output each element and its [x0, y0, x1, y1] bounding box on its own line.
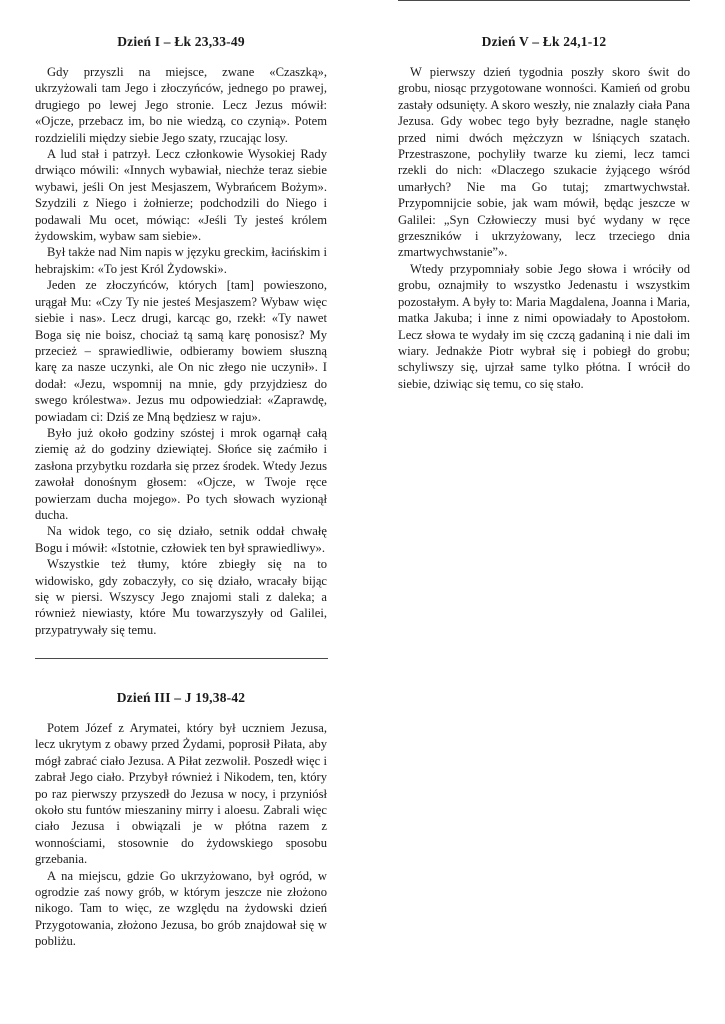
top-right-rule	[398, 0, 690, 1]
paragraph: Na widok tego, co się działo, setnik oddał chwałę Bogu i mówił: «Istotnie, człowiek ten był sprawiedliwy».	[35, 524, 327, 555]
paragraph: A lud stał i patrzył. Lecz członkowie Wysokiej Rady drwiąco mówili: «Innych wybawiał, niechże teraz siebie wybawi, jeśli On jest Mesjaszem, Wybrańcem Bożym». Szydzili z Niego i żołnierze; podchodzili do Niego i podawali Mu ocet, mówiąc: «Jeśli Ty jesteś królem żydowskim, wybaw sam siebie».	[35, 147, 327, 244]
paragraph: Było już około godziny szóstej i mrok ogarnął całą ziemię aż do godziny dziewiątej. Słońce się zaćmiło i zasłona przybytku rozdarła się przez środek. Wtedy Jezus zawołał donośnym głosem: «Ojcze, w Twoje ręce powierzam ducha mojego». Po tych słowach wyzionął ducha.	[35, 425, 327, 522]
paragraph: A na miejscu, gdzie Go ukrzyżowano, był ogród, w ogrodzie zaś nowy grób, w którym jeszcze nie złożono nikogo. Tam to więc, ze względu na żydowski dzień Przygotowania, złożono Jezusa, bo grób znajdował się w pobliżu.	[35, 868, 327, 949]
paragraph: W pierwszy dzień tygodnia poszły skoro świt do grobu, niosąc przygotowane wonności. Kamień od grobu zastały odsunięty. A skoro weszły, nie znalazły ciała Pana Jezusa. Gdy wobec tego były bezradne, nagle stanęło przed nimi dwóch mężczyzn w lśniących szatach. Przestraszone, pochyliły twarze ku ziemi, lecz tamci rzekli do nich: «Dlaczego szukacie żyjącego wśród umarłych? Nie ma Go tutaj; zmartwychwstał. Przypomnijcie sobie, jak wam mówił, będąc jeszcze w Galilei: „Syn Człowieczy musi być wydany w ręce grzeszników i ukrzyżowany, lecz trzeciego dnia zmartwychwstanie”».	[398, 65, 690, 260]
paragraph: Wtedy przypomniały sobie Jego słowa i wróciły od grobu, oznajmiły to wszystko Jedenastu i wszystkim pozostałym. A były to: Maria Magdalena, Joanna i Maria, matka Jakuba; i inne z nimi opowiadały to Apostołom. Lecz słowa te wydały im się czczą gadaniną i nie dali im wiary. Jednakże Piotr wybrał się i pobiegł do grobu; schyliwszy się, ujrzał same tylko płótna. I wrócił do siebie, dziwiąc się temu, co się stało.	[398, 261, 690, 391]
section-heading: Dzień V – Łk 24,1-12	[481, 34, 607, 49]
paragraph: Gdy przyszli na miejsce, zwane «Czaszką», ukrzyżowali tam Jego i złoczyńców, jednego po prawej, drugiego po lewej Jego stronie. Lecz Jezus mówił: «Ojcze, przebacz im, bo nie wiedzą, co czynią». Potem rozdzielili między siebie Jego szaty, rzucając losy.	[35, 65, 327, 145]
paragraph: Wszystkie też tłumy, które zbiegły się na to widowisko, gdy zobaczyły, co się działo, wracały bijąc się w piersi. Wszyscy Jego znajomi stali z daleka; a również niewiasty, które Mu towarzyszyły od Galilei, przypatrywały się temu.	[35, 557, 327, 637]
section-day-3	[35, 690, 327, 950]
paragraph: Był także nad Nim napis w języku greckim, łacińskim i hebrajskim: «To jest Król Żydowski».	[35, 245, 327, 276]
section-heading: Dzień III – J 19,38-42	[116, 690, 246, 705]
section-heading: Dzień I – Łk 23,33-49	[117, 34, 245, 49]
paragraph: Potem Józef z Arymatei, który był uczniem Jezusa, lecz ukrytym z obawy przed Żydami, poprosił Piłata, aby mógł zabrać ciało Jezusa. A Piłat zezwolił. Poszedł więc i zabrał Jego ciało. Przybył również i Nikodem, ten, który po raz pierwszy przyszedł do Jezusa w nocy, i przyniósł około stu funtów mieszaniny mirry i aloesu. Zabrali więc ciało Jezusa i obwiązali je w płótna razem z wonnościami, stosownie do żydowskiego sposobu grzebania.	[35, 721, 327, 867]
section-divider	[35, 658, 328, 659]
section-day-5	[398, 34, 690, 392]
section-day-1	[35, 34, 327, 638]
paragraph: Jeden ze złoczyńców, których [tam] powieszono, urągał Mu: «Czy Ty nie jesteś Mesjaszem? Wybaw więc siebie i nas». Lecz drugi, karcąc go, rzekł: «Ty nawet Boga się nie boisz, chociaż tą samą karę ponosisz? My przecież – sprawiedliwie, odbieramy bowiem słuszną karę za nasze uczynki, ale On nic złego nie uczynił». I dodał: «Jezu, wspomnij na mnie, gdy przyjdziesz do swego królestwa». Jezus mu odpowiedział: «Zaprawdę, powiadam ci: Dziś ze Mną będziesz w raju».	[35, 278, 327, 424]
